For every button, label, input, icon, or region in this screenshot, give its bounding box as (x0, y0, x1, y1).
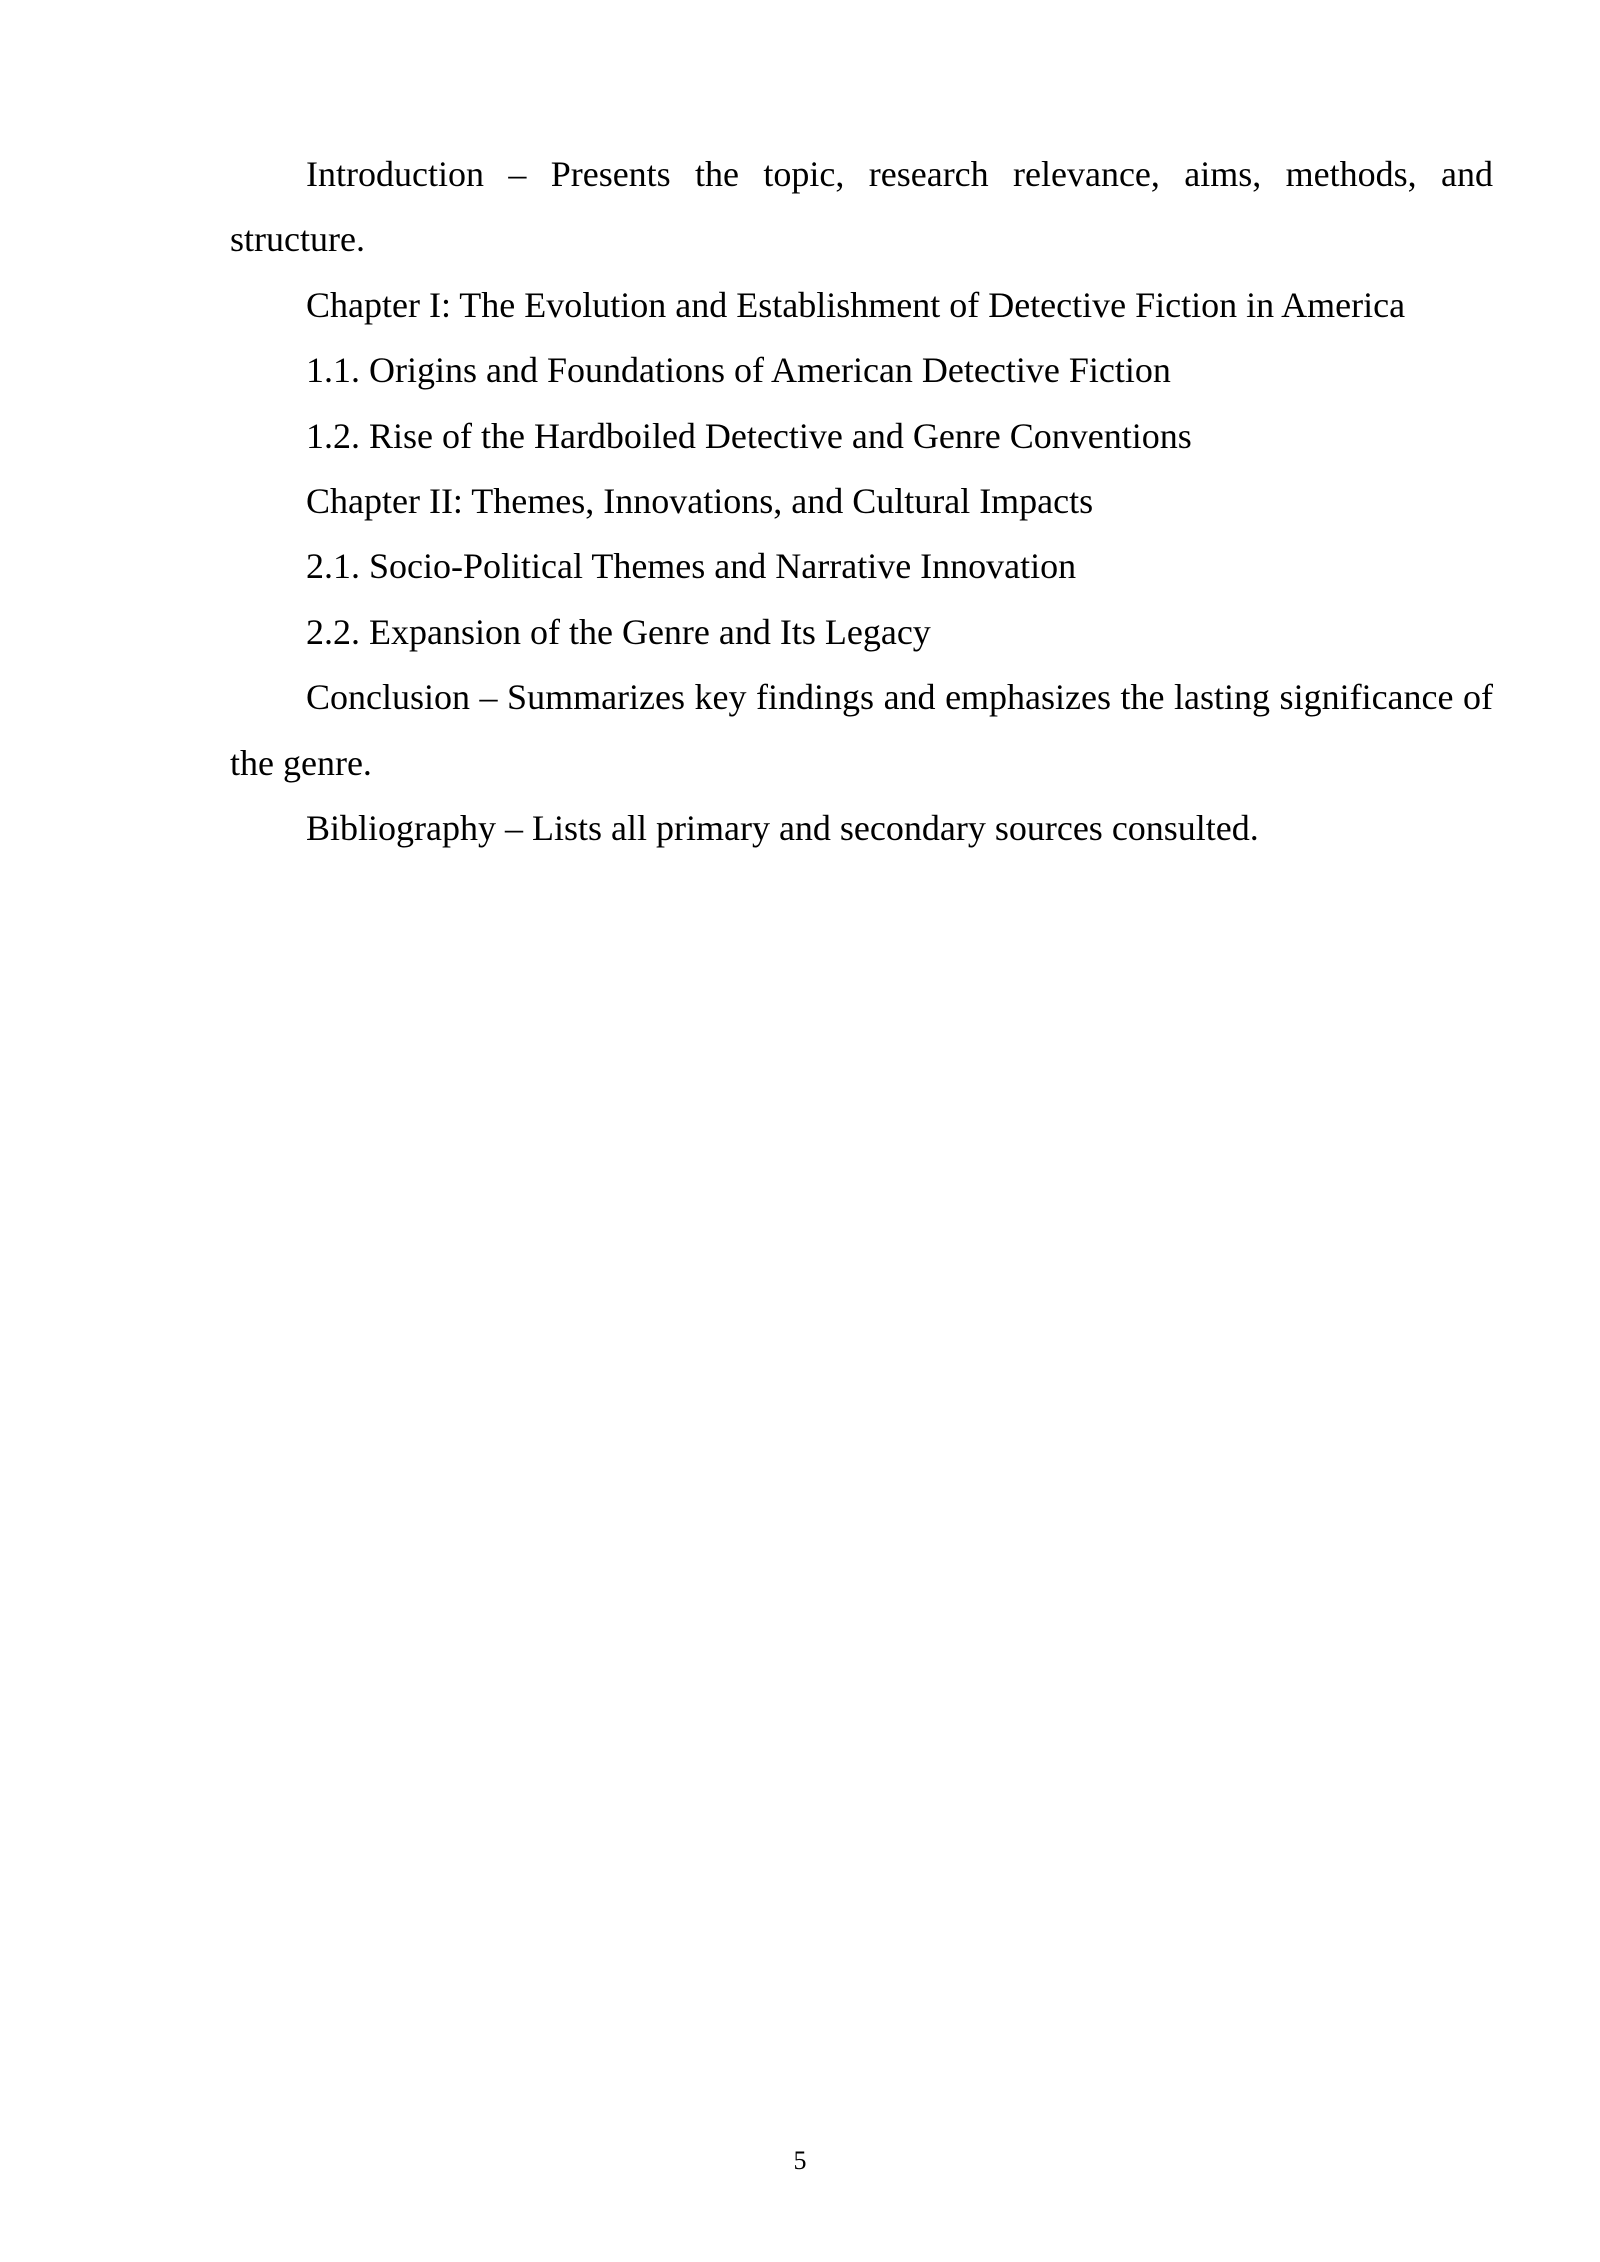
paragraph-section-2-1: 2.1. Socio-Political Themes and Narrative Innovation (306, 546, 1077, 587)
paragraph-bibliography: Bibliography – Lists all primary and secondary sources consulted. (306, 808, 1259, 849)
paragraph-introduction: Introduction – Presents the topic, research relevance, aims, methods, and structure. (230, 154, 1493, 260)
paragraph-chapter-1: Chapter I: The Evolution and Establishment of Detective Fiction in America (306, 284, 1406, 325)
paragraph-section-1-2: 1.2. Rise of the Hardboiled Detective and Genre Conventions (306, 415, 1192, 456)
paragraph-section-1-1: 1.1. Origins and Foundations of American Detective Fiction (306, 350, 1171, 391)
structure-outline (230, 142, 1493, 861)
paragraph-chapter-2: Chapter II: Themes, Innovations, and Cultural Impacts (306, 481, 1094, 522)
paragraph-section-2-2: 2.2. Expansion of the Genre and Its Legacy (306, 611, 931, 652)
paragraph-conclusion: Conclusion – Summarizes key findings and emphasizes the lasting significance of the genre. (230, 677, 1493, 783)
page-number: 5 (793, 2146, 807, 2175)
